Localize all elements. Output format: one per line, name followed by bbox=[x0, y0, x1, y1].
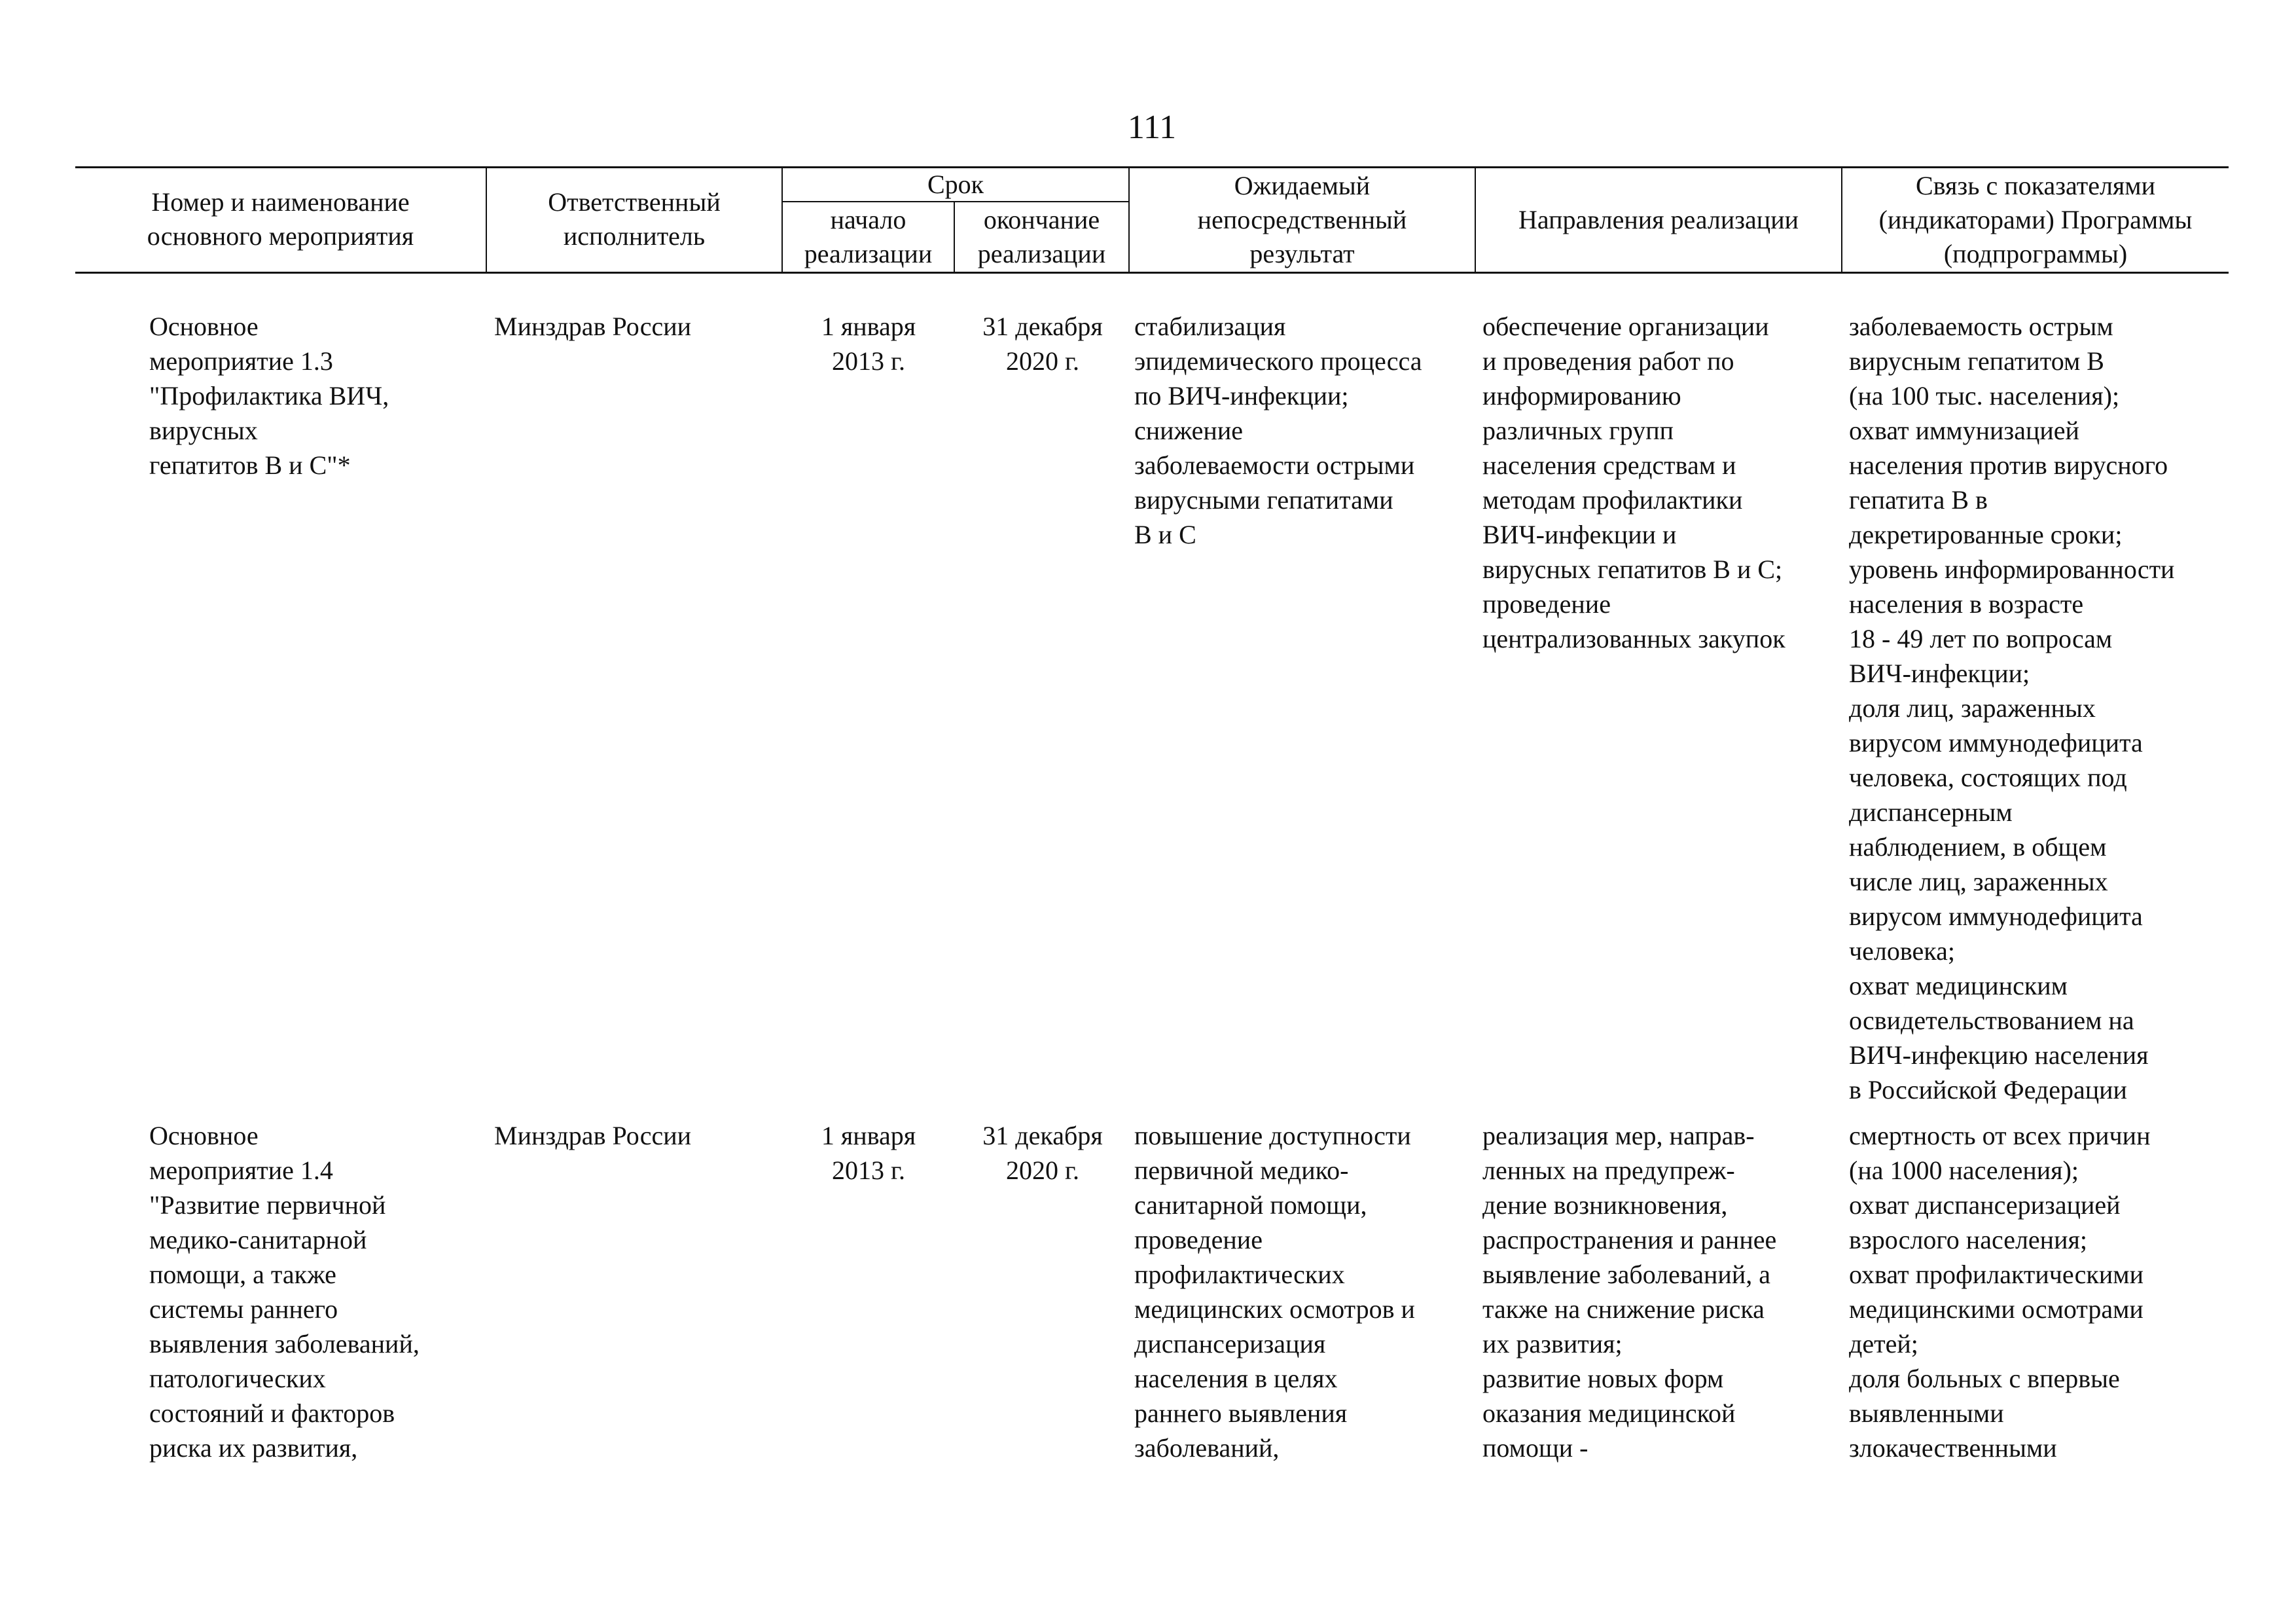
row2-executor: Минздрав России bbox=[494, 1121, 692, 1150]
row2-indicators: смертность от всех причин (на 1000 населения); охват диспансеризацией взрослого населения; охват профилактическими медицинскими осмотрами детей; доля больных с впервые выявленными злокачественными bbox=[1849, 1121, 2151, 1463]
row2-expected-result: повышение доступности первичной медико- санитарной помощи, проведение профилактических медицинских осмотров и диспансеризация населения в целях раннего выявления заболеваний, bbox=[1134, 1121, 1415, 1463]
header-executor: Ответственный исполнитель bbox=[548, 187, 721, 251]
header-indicators: Связь с показателями (индикаторами) Программы (подпрограммы) bbox=[1878, 171, 2193, 268]
header-term-end: окончание реализации bbox=[977, 205, 1106, 268]
row1-end: 31 декабря 2020 г. bbox=[982, 312, 1103, 376]
header-activity: Номер и наименование основного мероприятия bbox=[147, 187, 414, 251]
row2-start: 1 января 2013 г. bbox=[821, 1121, 916, 1185]
row1-directions: обеспечение организации и проведения работ по информированию различных групп населения средствам и методам профилактики ВИЧ-инфекции и вирусных гепатитов В и С; проведение централизованных закупок bbox=[1482, 312, 1785, 653]
row1-activity-name: Основное мероприятие 1.3 "Профилактика ВИЧ, вирусных гепатитов В и С"* bbox=[149, 312, 389, 480]
row2-activity-name: Основное мероприятие 1.4 "Развитие первичной медико-санитарной помощи, а также системы раннего выявления заболеваний, патологических состояний и факторов риска их развития, bbox=[149, 1121, 420, 1463]
row1-indicators: заболеваемость острым вирусным гепатитом В (на 100 тыс. населения); охват иммунизацией населения против вирусного гепатита В в декретированные сроки; уровень информированности населения в возрасте 18 - 49 лет по вопросам ВИЧ-инфекции; доля лиц, зараженных вирусом иммунодефицита человека, состоящих под диспансерным наблюдением, в общем числе лиц, зараженных вирусом иммунодефицита человека; охват медицинским освидетельствованием на ВИЧ-инфекцию населения в Российской Федерации bbox=[1849, 312, 2175, 1104]
page-number: 111 bbox=[1127, 109, 1177, 146]
header-term: Срок bbox=[927, 170, 984, 199]
row2-end: 31 декабря 2020 г. bbox=[982, 1121, 1103, 1185]
header-directions: Направления реализации bbox=[1518, 205, 1799, 234]
row1-expected-result: стабилизация эпидемического процесса по ВИЧ-инфекции; снижение заболеваемости острыми вирусными гепатитами В и С bbox=[1134, 312, 1422, 549]
header-term-start: начало реализации bbox=[804, 205, 933, 268]
row1-executor: Минздрав России bbox=[494, 312, 692, 341]
table-top-rule bbox=[75, 166, 2229, 168]
row2-directions: реализация мер, направ- ленных на предупреж- дение возникновения, распространения и раннее выявление заболеваний, а также на снижение риска их развития; развитие новых форм оказания медицинской помощи - bbox=[1482, 1121, 1777, 1463]
header-expected-result: Ожидаемый непосредственный результат bbox=[1197, 171, 1407, 268]
row1-start: 1 января 2013 г. bbox=[821, 312, 916, 376]
header-bottom-rule bbox=[75, 272, 2229, 274]
